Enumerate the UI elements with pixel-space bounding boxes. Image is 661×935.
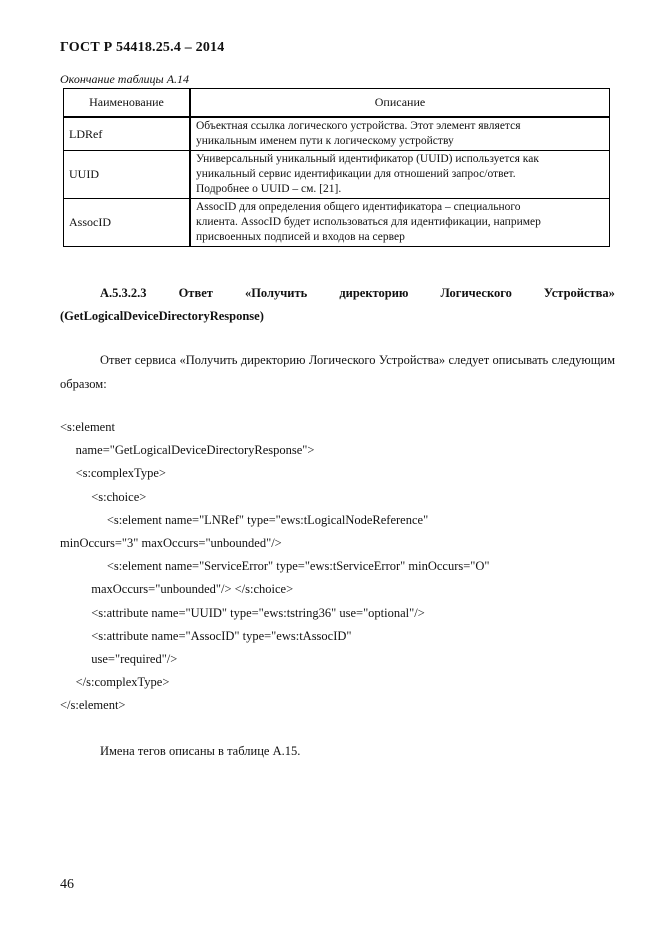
section-word: «Получить (244, 286, 308, 300)
table-row (64, 151, 610, 199)
code-line: <s:attribute name="UUID" type="ews:tstring36" use="optional"/> (60, 605, 425, 620)
table-row (64, 117, 610, 151)
table-header-row (64, 89, 610, 118)
description-line: Подробнее о UUID – см. [21]. (196, 183, 342, 195)
section-word: Ответ (178, 286, 213, 300)
description-table (63, 88, 610, 247)
column-header-name: Наименование (64, 89, 191, 118)
description-line: Универсальный уникальный идентификатор (UUID) используется как (196, 153, 539, 165)
column-header-description: Описание (190, 89, 610, 118)
code-line: maxOccurs="unbounded"/> </s:choice> (60, 582, 294, 597)
description-line: присвоенных подписей и входов на сервер (196, 231, 405, 243)
code-line: minOccurs="3" maxOccurs="unbounded"/> (60, 536, 282, 551)
section-word: директорию (339, 286, 409, 300)
section-word: Логического (440, 286, 512, 300)
table-cell-name: LDRef (64, 117, 191, 151)
code-line: <s:element name="LNRef" type="ews:tLogicalNodeReference" (60, 512, 429, 527)
section-heading-line (60, 282, 615, 305)
code-line: <s:choice> (60, 489, 147, 504)
section-number: А.5.3.2.3 (100, 286, 147, 300)
table-caption: Окончание таблицы А.14 (60, 72, 190, 86)
table-cell-description (190, 199, 610, 247)
code-line: use="required"/> (60, 652, 178, 667)
table-cell-description (190, 151, 610, 199)
description-line: уникальным именем пути к логическому устройству (196, 135, 454, 147)
code-line: <s:element (60, 420, 115, 434)
table-cell-name: UUID (64, 151, 191, 199)
table-reference-note: Имена тегов описаны в таблице А.15. (100, 744, 301, 758)
code-line: </s:complexType> (60, 675, 170, 690)
description-line: уникальный сервис идентификации для отношений запрос/ответ. (196, 168, 516, 180)
table-cell-description (190, 117, 610, 151)
table-row (64, 199, 610, 247)
code-line: <s:complexType> (60, 466, 166, 481)
document-header: ГОСТ Р 54418.25.4 – 2014 (60, 40, 225, 55)
section-heading (60, 282, 615, 328)
section-heading-subtitle: (GetLogicalDeviceDirectoryResponse) (60, 309, 264, 323)
xml-code-block (60, 416, 490, 718)
code-line: <s:element name="ServiceError" type="ews:tServiceError" minOccurs="O" (60, 559, 490, 574)
code-line: <s:attribute name="AssocID" type="ews:tAssocID" (60, 628, 352, 643)
description-line: AssocID для определения общего идентификатора – специального (196, 201, 521, 213)
body-paragraph (60, 348, 615, 396)
paragraph-text: Ответ сервиса «Получить директорию Логического Устройства» следует описывать следующим образом: (60, 353, 615, 391)
description-line: Объектная ссылка логического устройства. Этот элемент является (196, 120, 521, 132)
description-line: клиента. AssocID будет использоваться для идентификации, например (196, 216, 541, 228)
code-line: name="GetLogicalDeviceDirectoryResponse"> (60, 443, 315, 458)
code-line: </s:element> (60, 698, 126, 713)
section-word: Устройства» (543, 286, 615, 300)
table-cell-name: AssocID (64, 199, 191, 247)
page-number: 46 (60, 877, 74, 892)
